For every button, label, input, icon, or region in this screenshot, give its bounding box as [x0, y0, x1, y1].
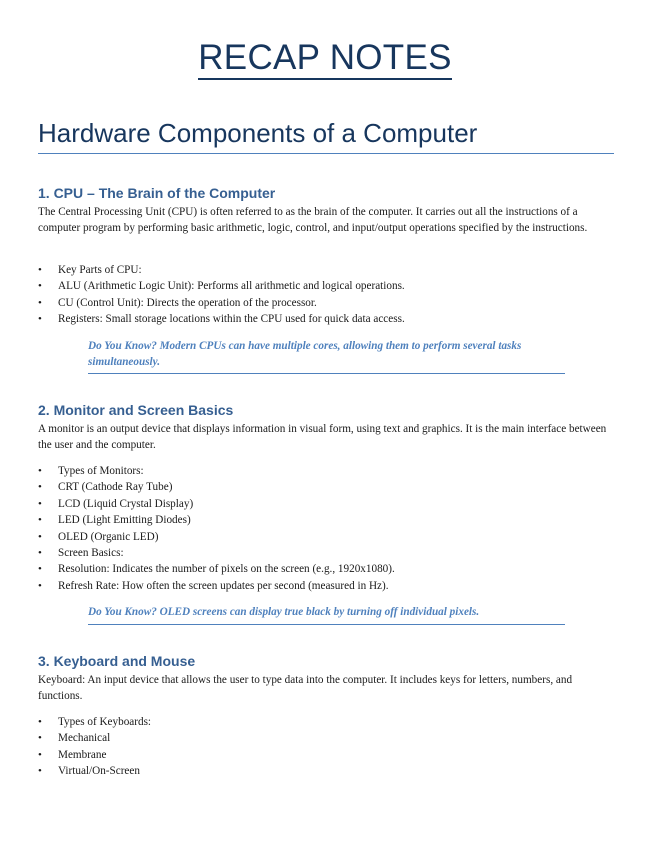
bullet-list-monitor: [38, 463, 608, 594]
list-item: • Screen Basics:: [38, 545, 608, 561]
list-item: • Membrane: [38, 747, 608, 763]
list-item: • CRT (Cathode Ray Tube): [38, 479, 608, 495]
main-heading: Hardware Components of a Computer: [38, 118, 614, 154]
section-heading-monitor: 2. Monitor and Screen Basics: [38, 402, 234, 418]
bullet-list-keyboard: [38, 714, 608, 780]
did-you-know-note-cpu: Do You Know? Modern CPUs can have multiple cores, allowing them to perform several tasks simultaneously.: [88, 339, 565, 374]
bullet-list-cpu: [38, 262, 608, 328]
list-item: • CU (Control Unit): Directs the operation of the processor.: [38, 295, 608, 311]
document-title-text: RECAP NOTES: [198, 38, 452, 80]
list-item: • Types of Monitors:: [38, 463, 608, 479]
list-item: • LED (Light Emitting Diodes): [38, 512, 608, 528]
section-heading-cpu: 1. CPU – The Brain of the Computer: [38, 185, 276, 201]
list-item: • Virtual/On-Screen: [38, 763, 608, 779]
list-item: • Key Parts of CPU:: [38, 262, 608, 278]
list-item: • Registers: Small storage locations within the CPU used for quick data access.: [38, 311, 608, 327]
list-item: • Resolution: Indicates the number of pixels on the screen (e.g., 1920x1080).: [38, 561, 608, 577]
section-heading-keyboard: 3. Keyboard and Mouse: [38, 653, 196, 669]
list-item: • Refresh Rate: How often the screen updates per second (measured in Hz).: [38, 578, 608, 594]
list-item: • LCD (Liquid Crystal Display): [38, 496, 608, 512]
list-item: • ALU (Arithmetic Logic Unit): Performs all arithmetic and logical operations.: [38, 278, 608, 294]
section-paragraph-monitor: A monitor is an output device that displays information in visual form, using text and graphics. It is the main interface between the user and the computer.: [38, 423, 607, 451]
list-item: • Mechanical: [38, 730, 608, 746]
did-you-know-note-monitor: Do You Know? OLED screens can display true black by turning off individual pixels.: [88, 605, 565, 625]
list-item: • Types of Keyboards:: [38, 714, 608, 730]
list-item: • OLED (Organic LED): [38, 529, 608, 545]
section-paragraph-cpu: The Central Processing Unit (CPU) is often referred to as the brain of the computer. It carries out all the instructions of a computer program by performing basic arithmetic, logic, control, and input/output operations specified by the instructions.: [38, 206, 588, 234]
document-title: [0, 38, 650, 78]
section-paragraph-keyboard: Keyboard: An input device that allows the user to type data into the computer. It includes keys for letters, numbers, and functions.: [38, 674, 573, 702]
